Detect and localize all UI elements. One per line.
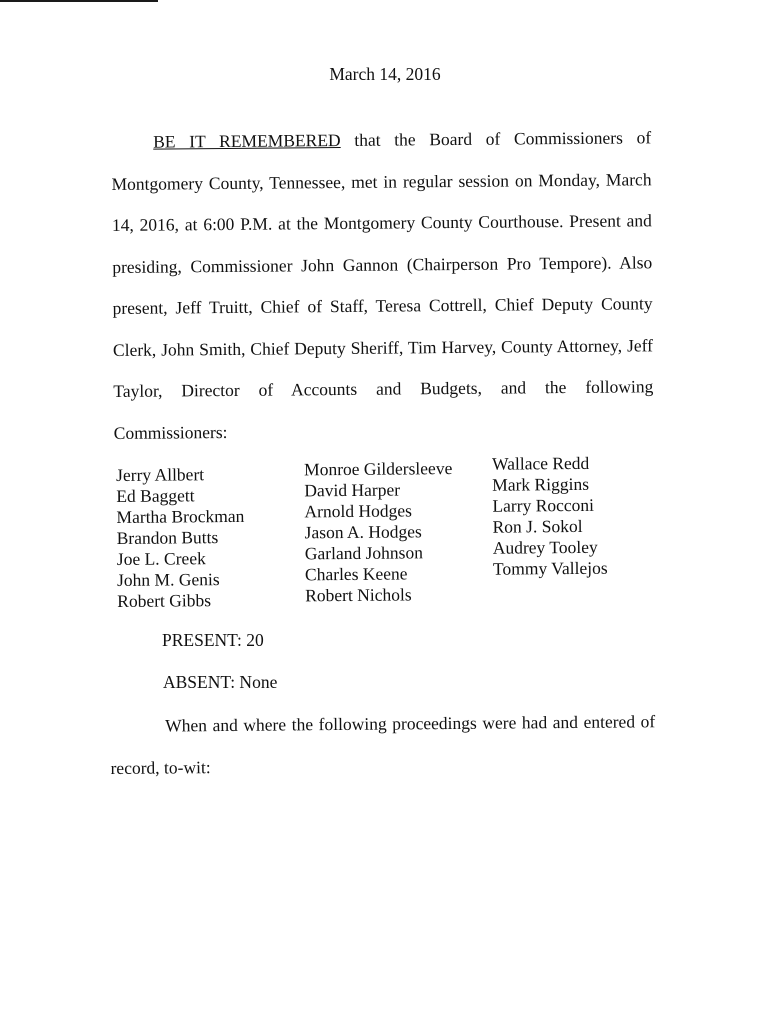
- commissioner-name: Charles Keene: [304, 563, 408, 585]
- commissioners-column-2: [304, 458, 495, 607]
- commissioner-name: Garland Johnson: [304, 542, 424, 564]
- intro-text: that the Board of Commissioners of Montgomery County, Tennessee, met in regular session on Monday, March 14, 2016, at 6:00 P.M. at the Montgomery County Courthouse. Present and presiding, Commissioner John Gannon (Chairperson Pro Tempore). Also present, Jeff Truitt, Chief of Staff, Teresa Cottrell, Chief Deputy County Clerk, John Smith, Chief Deputy Sheriff, Tim Harvey, County Attorney, Jeff Taylor, Director of Accounts and Budgets, and the following Commissioners:: [111, 127, 654, 443]
- commissioners-list: [116, 452, 636, 611]
- commissioner-name: John M. Genis: [116, 569, 220, 590]
- commissioners-column-3: [492, 452, 683, 580]
- intro-paragraph: [111, 117, 654, 454]
- meeting-date: March 14, 2016: [329, 64, 441, 84]
- commissioner-name: Jerry Allbert: [116, 464, 205, 485]
- commissioner-name: Tommy Vallejos: [492, 557, 608, 579]
- commissioner-name: David Harper: [304, 479, 401, 501]
- commissioner-name: Monroe Gildersleeve: [303, 458, 453, 480]
- commissioner-name: Brandon Butts: [116, 527, 219, 548]
- commissioner-name: Ron J. Sokol: [492, 515, 583, 537]
- commissioner-name: Audrey Tooley: [492, 536, 598, 558]
- commissioners-column-1: [116, 463, 307, 612]
- present-count: PRESENT: 20: [162, 630, 264, 650]
- commissioner-name: Ed Baggett: [116, 485, 195, 506]
- commissioner-name: Jason A. Hodges: [304, 521, 422, 543]
- commissioner-name: Wallace Redd: [491, 452, 590, 474]
- absent-count: ABSENT: None: [163, 672, 278, 692]
- commissioner-name: Joe L. Creek: [116, 548, 206, 569]
- commissioner-name: Mark Riggins: [492, 473, 590, 495]
- commissioner-name: Robert Gibbs: [117, 590, 212, 611]
- commissioner-name: Robert Nichols: [305, 584, 412, 606]
- commissioner-name: Martha Brockman: [116, 505, 245, 527]
- be-it-remembered: BE IT REMEMBERED: [153, 129, 341, 152]
- closing-paragraph: When and where the following proceedings were had and entered of record, to-wit:: [110, 711, 656, 778]
- commissioner-name: Larry Rocconi: [492, 494, 595, 516]
- commissioner-name: Arnold Hodges: [304, 500, 412, 522]
